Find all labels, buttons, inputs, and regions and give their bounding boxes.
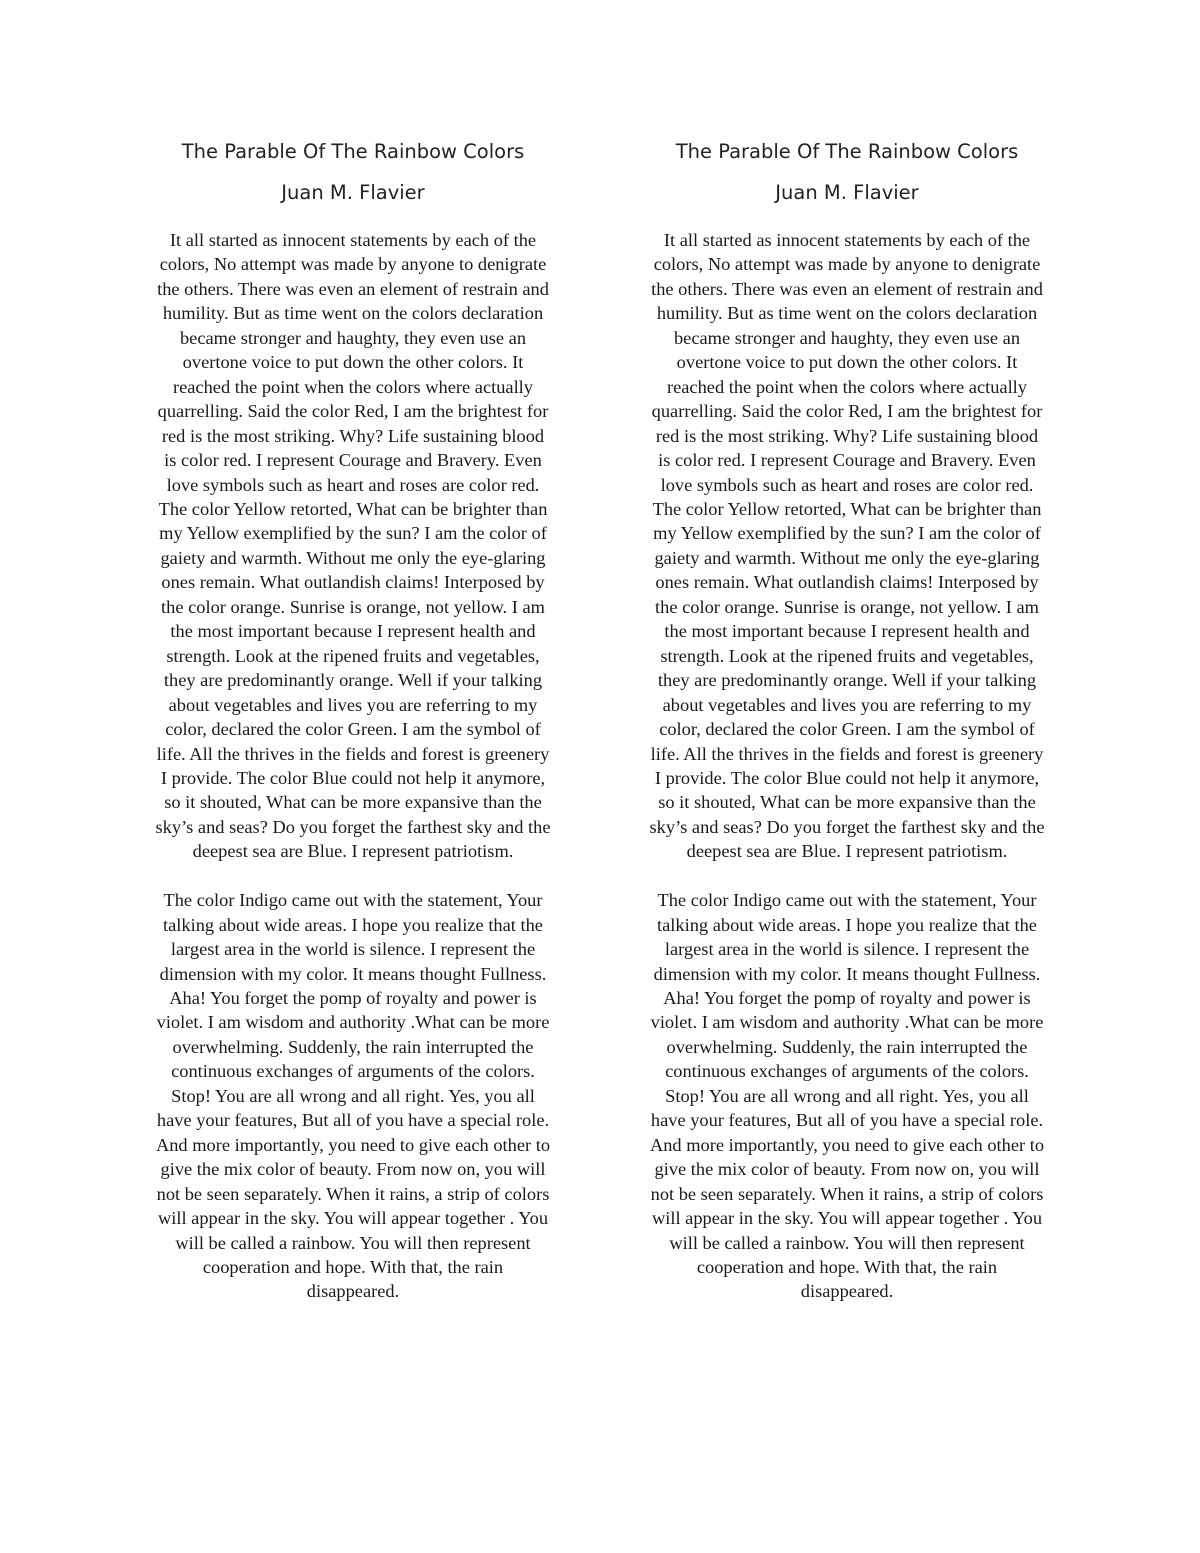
text-line: not be seen separately. When it rains, a strip of colors [650,1183,1044,1204]
text-line: sky’s and seas? Do you forget the farthest sky and the [649,816,1045,837]
text-line: so it shouted, What can be more expansive than the [658,792,1036,813]
story-body [137,228,569,1304]
text-line: will appear in the sky. You will appear together . You [651,1208,1043,1229]
text-line: quarrelling. Said the color Red, I am the brightest for [157,401,549,422]
text-line: I provide. The color Blue could not help it anymore, [160,767,546,788]
text-line: red is the most striking. Why? Life sustaining blood [655,425,1039,446]
text-line: the others. There was even an element of restrain and [157,278,549,299]
text-line: deepest sea are Blue. I represent patriotism. [686,841,1008,862]
text-line: is color red. I represent Courage and Bravery. Even [658,450,1036,471]
text-line: gaiety and warmth. Without me only the eye-glaring [160,547,546,568]
text-line: overtone voice to put down the other colors. It [182,352,524,373]
left-column [137,138,569,1304]
text-line: the most important because I represent health and [664,621,1030,642]
text-line: sky’s and seas? Do you forget the farthest sky and the [155,816,551,837]
text-line: my Yellow exemplified by the sun? I am the color of [653,523,1041,544]
text-line: will appear in the sky. You will appear together . You [157,1208,549,1229]
text-line: colors, No attempt was made by anyone to denigrate [159,254,547,275]
text-line: humility. But as time went on the colors declaration [162,303,544,324]
text-line: And more importantly, you need to give each other to [649,1134,1045,1155]
text-line: cooperation and hope. With that, the rain [202,1257,504,1278]
story-author: Juan M. Flavier [281,181,425,204]
text-line: dimension with my color. It means thought Fullness. [159,963,547,984]
text-line: ones remain. What outlandish claims! Interposed by [655,572,1039,593]
text-line: It all started as innocent statements by each of the [663,230,1031,250]
text-line: not be seen separately. When it rains, a strip of colors [156,1183,550,1204]
text-line: became stronger and haughty, they even use an [673,327,1021,348]
text-line: the color orange. Sunrise is orange, not yellow. I am [161,596,545,617]
text-line: they are predominantly orange. Well if your talking [163,670,543,691]
text-line: reached the point when the colors where actually [172,376,533,397]
text-line: overwhelming. Suddenly, the rain interrupted the [666,1036,1028,1057]
right-column [631,138,1063,1304]
text-line: strength. Look at the ripened fruits and vegetables, [660,645,1034,666]
text-line: talking about wide areas. I hope you realize that the [657,914,1037,935]
text-line: love symbols such as heart and roses are color red. [166,474,540,495]
text-line: the others. There was even an element of restrain and [651,278,1043,299]
text-line: Stop! You are all wrong and all right. Yes, you all [665,1085,1029,1106]
text-line: humility. But as time went on the colors declaration [656,303,1038,324]
text-line: strength. Look at the ripened fruits and vegetables, [166,645,540,666]
text-line: so it shouted, What can be more expansive than the [164,792,542,813]
text-line: overwhelming. Suddenly, the rain interrupted the [172,1036,534,1057]
text-line: I provide. The color Blue could not help it anymore, [654,767,1040,788]
text-line: color, declared the color Green. I am the symbol of [165,719,541,740]
text-line: And more importantly, you need to give each other to [155,1134,551,1155]
text-line: disappeared. [800,1281,894,1302]
text-line: about vegetables and lives you are referring to my [168,694,538,715]
text-line: dimension with my color. It means thought Fullness. [653,963,1041,984]
text-line: about vegetables and lives you are referring to my [662,694,1032,715]
text-line: Aha! You forget the pomp of royalty and power is [663,988,1031,1009]
text-line: Aha! You forget the pomp of royalty and power is [169,988,537,1009]
text-line: continuous exchanges of arguments of the colors. [665,1061,1029,1082]
text-line: give the mix color of beauty. From now on, you will [654,1159,1040,1180]
text-line: colors, No attempt was made by anyone to denigrate [653,254,1041,275]
text-line: The color Yellow retorted, What can be brighter than [158,498,548,519]
text-line: cooperation and hope. With that, the rain [696,1257,998,1278]
text-line: Stop! You are all wrong and all right. Yes, you all [171,1085,535,1106]
story-title: The Parable Of The Rainbow Colors [675,140,1019,163]
story-body [631,228,1063,1304]
text-line: life. All the thrives in the fields and forest is greenery [156,743,550,764]
text-line: the color orange. Sunrise is orange, not yellow. I am [655,596,1039,617]
text-line: have your features, But all of you have a special role. [156,1110,550,1131]
text-line: It all started as innocent statements by each of the [169,230,537,250]
text-line: quarrelling. Said the color Red, I am the brightest for [651,401,1043,422]
text-line: they are predominantly orange. Well if your talking [657,670,1037,691]
text-line: The color Yellow retorted, What can be brighter than [652,498,1042,519]
text-line: reached the point when the colors where actually [666,376,1027,397]
text-line: my Yellow exemplified by the sun? I am the color of [159,523,547,544]
story-paragraph-2 [137,888,569,1304]
text-line: gaiety and warmth. Without me only the eye-glaring [654,547,1040,568]
text-line: The color Indigo came out with the statement, Your [657,890,1037,911]
text-line: give the mix color of beauty. From now on, you will [160,1159,546,1180]
text-line: overtone voice to put down the other colors. It [676,352,1018,373]
text-line: love symbols such as heart and roses are color red. [660,474,1034,495]
text-line: talking about wide areas. I hope you realize that the [163,914,543,935]
text-line: color, declared the color Green. I am the symbol of [659,719,1035,740]
text-line: the most important because I represent health and [170,621,536,642]
text-line: ones remain. What outlandish claims! Interposed by [161,572,545,593]
text-line: violet. I am wisdom and authority .What can be more [650,1012,1044,1033]
story-author: Juan M. Flavier [775,181,919,204]
text-line: largest area in the world is silence. I represent the [664,939,1030,960]
story-paragraph-2 [631,888,1063,1304]
text-line: will be called a rainbow. You will then represent [669,1232,1025,1253]
text-line: continuous exchanges of arguments of the colors. [171,1061,535,1082]
text-line: deepest sea are Blue. I represent patriotism. [192,841,514,862]
text-line: is color red. I represent Courage and Bravery. Even [164,450,542,471]
text-line: life. All the thrives in the fields and forest is greenery [650,743,1044,764]
text-line: disappeared. [306,1281,400,1302]
text-line: red is the most striking. Why? Life sustaining blood [161,425,545,446]
text-line: violet. I am wisdom and authority .What can be more [156,1012,550,1033]
story-title: The Parable Of The Rainbow Colors [181,140,525,163]
text-line: have your features, But all of you have a special role. [650,1110,1044,1131]
text-line: became stronger and haughty, they even use an [179,327,527,348]
text-line: largest area in the world is silence. I represent the [170,939,536,960]
text-line: will be called a rainbow. You will then represent [175,1232,531,1253]
story-paragraph-1 [137,228,569,864]
story-paragraph-1 [631,228,1063,864]
text-line: The color Indigo came out with the statement, Your [163,890,543,911]
